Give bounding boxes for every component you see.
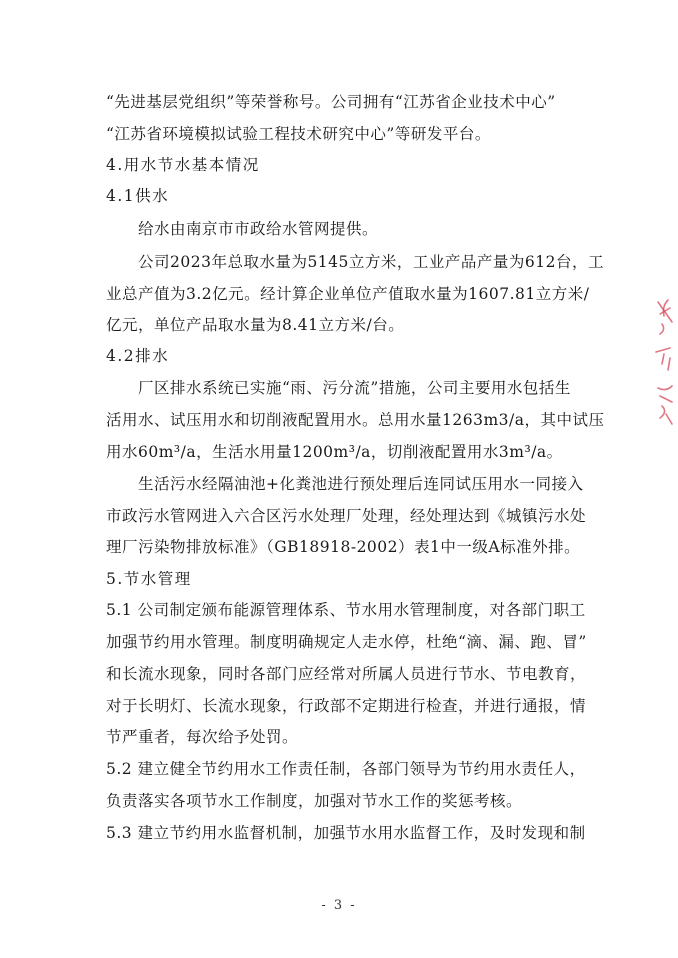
paragraph-line: “江苏省环境模拟试验工程技术研究中心”等研发平台。 [106,125,491,143]
paragraph-line: 加强节约用水管理。制度明确规定人走水停，杜绝“滴、漏、跑、冒” [106,633,587,651]
paragraph-line: 节严重者，每次给予处罚。 [106,728,299,746]
paragraph-line: 市政污水管网进入六合区污水处理厂处理，经处理达到《城镇污水处 [106,507,587,525]
section-heading: 4.用水节水基本情况 [106,156,260,174]
paragraph-line: 5.3 建立节约用水监督机制，加强节水用水监督工作，及时发现和制 [106,824,586,842]
page-number: - 3 - [321,898,357,913]
seal-stamp-icon [656,300,672,424]
paragraph-line: 负责落实各项节水工作制度，加强对节水工作的奖惩考核。 [106,792,523,810]
seal-stamp-edge [648,292,678,442]
paragraph-line: 生活污水经隔油池+化粪池进行预处理后连同试压用水一同接入 [138,475,584,493]
paragraph-line: 对于长明灯、长流水现象，行政部不定期进行检查，并进行通报，情 [106,697,587,715]
paragraph-line: 5.1 公司制定颁布能源管理体系、节水用水管理制度，对各部门职工 [106,601,586,619]
paragraph-line: 厂区排水系统已实施“雨、污分流”措施，公司主要用水包括生 [138,379,571,397]
paragraph-line: 公司2023年总取水量为5145立方米，工业产品产量为612台，工 [138,253,604,271]
paragraph-line: 理厂污染物排放标准》（GB18918-2002）表1中一级A标准外排。 [106,538,581,556]
subsection-heading: 4.2排水 [106,347,170,365]
paragraph-line: 用水60m³/a，生活水用量1200m³/a，切削液配置用水3m³/a。 [106,443,563,461]
subsection-heading: 4.1供水 [106,187,170,205]
paragraph-line: “先进基层党组织”等荣誉称号。公司拥有“江苏省企业技术中心” [106,93,556,111]
paragraph-line: 给水由南京市市政给水管网提供。 [138,220,379,238]
paragraph-line: 和长流水现象，同时各部门应经常对所属人员进行节水、节电教育， [106,665,587,683]
paragraph-line: 亿元，单位产品取水量为8.41立方米/台。 [106,316,405,334]
paragraph-line: 5.2 建立健全节约用水工作责任制，各部门领导为节约用水责任人， [106,760,586,778]
paragraph-line: 业总产值为3.2亿元。经计算企业单位产值取水量为1607.81立方米/ [106,285,590,303]
section-heading: 5.节水管理 [106,570,192,588]
paragraph-line: 活用水、试压用水和切削液配置用水。总用水量1263m3/a，其中试压 [106,411,605,429]
